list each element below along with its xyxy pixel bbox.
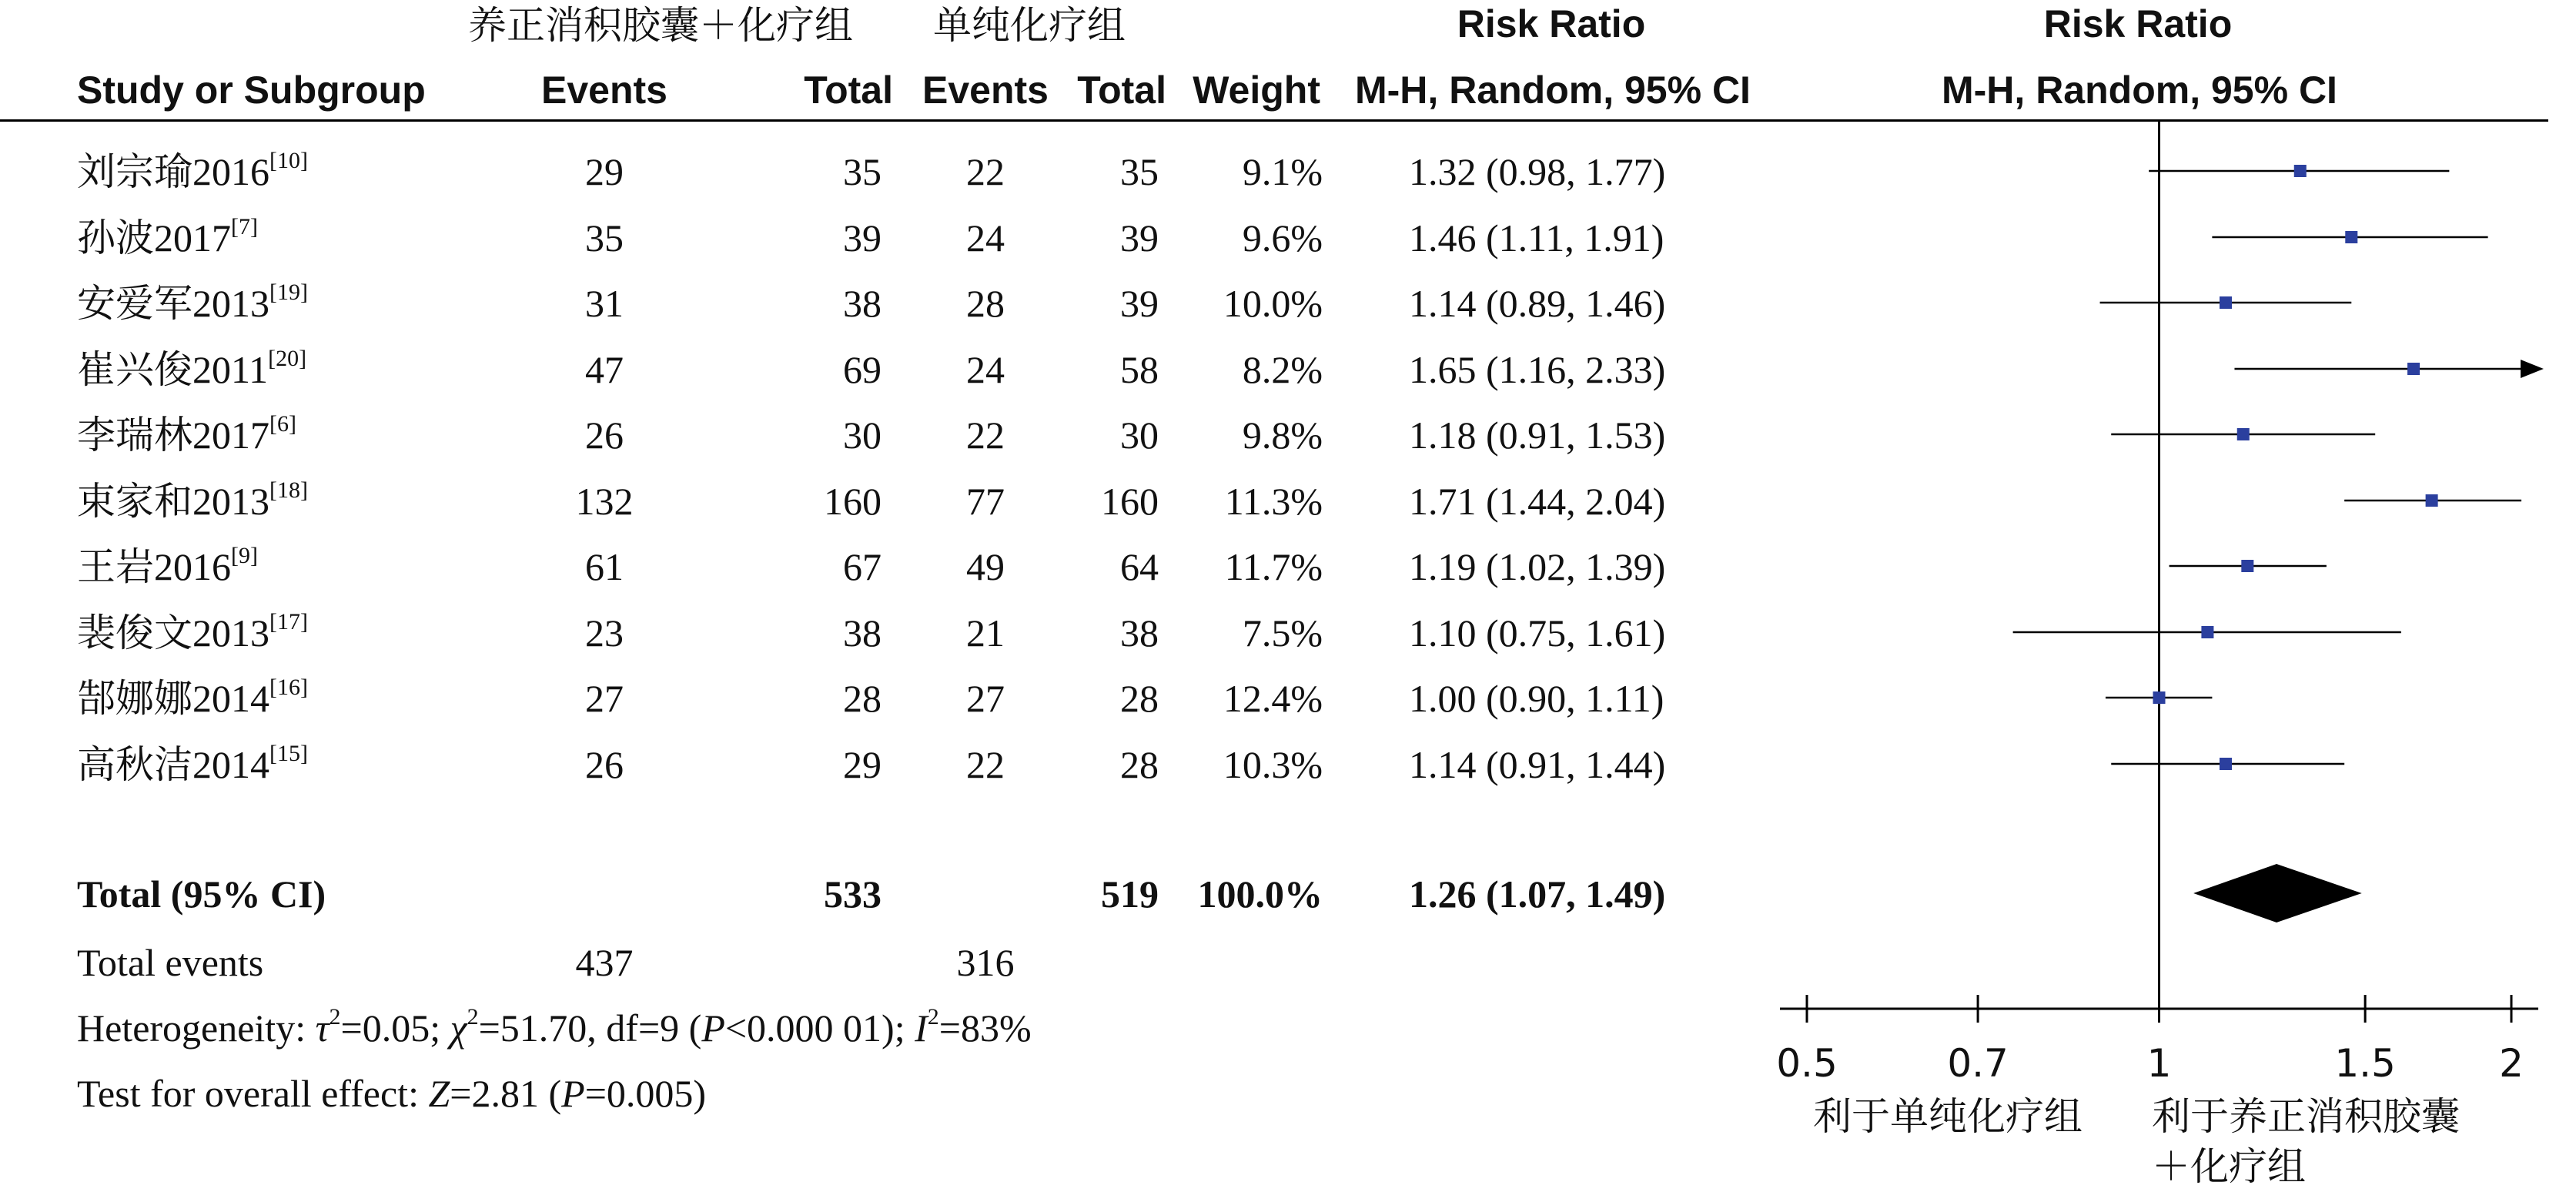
study-ref: [19]: [269, 280, 308, 305]
study-events1: 61: [585, 545, 624, 588]
study-ref: [9]: [231, 543, 258, 568]
study-total2: 64: [1120, 545, 1159, 588]
col-header-total2: Total: [1077, 69, 1166, 112]
study-name: 崔兴俊2011: [77, 348, 269, 391]
group1-header: 养正消积胶囊＋化疗组: [468, 3, 853, 48]
study-name: 王岩2016: [77, 545, 231, 588]
study-ref: [17]: [269, 609, 308, 635]
study-events2: 22: [966, 150, 1005, 193]
study-events2: 22: [966, 414, 1005, 457]
study-ci-text: 1.65 (1.16, 2.33): [1409, 348, 1666, 391]
study-total1: 160: [824, 480, 882, 523]
rr-method-table: M-H, Random, 95% CI: [1355, 69, 1751, 112]
study-point-estimate: [2294, 165, 2307, 177]
rr-method-plot: M-H, Random, 95% CI: [1942, 69, 2337, 112]
pooled-effect-diamond: [2193, 864, 2362, 922]
study-name: 李瑞林2017: [77, 414, 269, 457]
study-ci-text: 1.14 (0.89, 1.46): [1409, 282, 1666, 325]
study-weight: 8.2%: [1242, 348, 1323, 391]
study-ci-text: 1.18 (0.91, 1.53): [1409, 414, 1666, 457]
study-events1: 23: [585, 611, 624, 655]
study-total2: 39: [1120, 216, 1159, 259]
study-events1: 132: [575, 480, 634, 523]
study-total2: 28: [1120, 677, 1159, 720]
study-name: 刘宗瑜2016: [77, 150, 269, 193]
study-total1: 28: [843, 677, 882, 720]
col-header-events1: Events: [541, 69, 667, 112]
total-total1: 533: [824, 872, 882, 916]
study-events1: 26: [585, 414, 624, 457]
study-total1: 35: [843, 150, 882, 193]
study-total2: 160: [1101, 480, 1159, 523]
study-point-estimate: [2201, 626, 2213, 638]
study-point-estimate: [2426, 494, 2438, 507]
study-weight: 12.4%: [1223, 677, 1323, 720]
study-weight: 9.1%: [1242, 150, 1323, 193]
study-events2: 22: [966, 743, 1005, 786]
favours-right-label-line1: 利于养正消积胶囊: [2152, 1094, 2460, 1139]
study-ci-text: 1.71 (1.44, 2.04): [1409, 480, 1666, 523]
study-events2: 21: [966, 611, 1005, 655]
study-events1: 29: [585, 150, 624, 193]
study-ref: [16]: [269, 675, 308, 700]
study-point-estimate: [2237, 428, 2250, 440]
study-total1: 67: [843, 545, 882, 588]
col-header-weight: Weight: [1193, 69, 1320, 112]
study-weight: 11.3%: [1224, 480, 1323, 523]
study-point-estimate: [2241, 560, 2253, 572]
study-weight: 9.8%: [1242, 414, 1323, 457]
study-total1: 39: [843, 216, 882, 259]
col-header-events2: Events: [922, 69, 1049, 112]
study-point-estimate: [2220, 758, 2232, 770]
x-axis-tick-label: 0.5: [1776, 1041, 1838, 1086]
total-weight: 100.0%: [1197, 872, 1323, 916]
total-ci-text: 1.26 (1.07, 1.49): [1409, 872, 1666, 916]
overall-effect-text: Test for overall effect: Z=2.81 (P=0.005): [77, 1072, 707, 1115]
study-ref: [15]: [269, 741, 308, 766]
study-total1: 38: [843, 282, 882, 325]
study-point-estimate: [2153, 691, 2166, 704]
study-ref: [6]: [269, 411, 296, 437]
study-point-estimate: [2407, 363, 2420, 375]
rr-title-table: Risk Ratio: [1457, 2, 1646, 45]
study-ci-text: 1.19 (1.02, 1.39): [1409, 545, 1666, 588]
ci-truncation-arrow: [2521, 360, 2544, 378]
study-total2: 58: [1120, 348, 1159, 391]
col-header-total1: Total: [804, 69, 893, 112]
study-name: 郜娜娜2014: [77, 677, 269, 720]
favours-right-label-line2: ＋化疗组: [2152, 1144, 2306, 1189]
study-name: 安爱军2013: [77, 282, 269, 325]
study-events1: 26: [585, 743, 624, 786]
heterogeneity-text: Heterogeneity: $\tau^2=0.05$; $\chi^2=51.70$, df=9 (P<0.000 01); $I^2=83\%$: [77, 1004, 1032, 1050]
study-total2: 38: [1120, 611, 1159, 655]
favours-left-label: 利于单纯化疗组: [1813, 1094, 2083, 1139]
rr-title-plot: Risk Ratio: [2043, 2, 2233, 45]
study-events1: 31: [585, 282, 624, 325]
study-ref: [20]: [268, 346, 307, 371]
study-ci-text: 1.00 (0.90, 1.11): [1409, 677, 1664, 720]
study-total2: 35: [1120, 150, 1159, 193]
study-total2: 28: [1120, 743, 1159, 786]
study-weight: 11.7%: [1224, 545, 1323, 588]
x-axis-tick-label: 1.5: [2334, 1041, 2396, 1086]
study-ci-text: 1.32 (0.98, 1.77): [1409, 150, 1666, 193]
total-events2: 316: [956, 941, 1015, 984]
study-ci-text: 1.46 (1.11, 1.91): [1409, 216, 1664, 259]
col-header-study: Study or Subgroup: [77, 69, 426, 112]
study-ref: [18]: [269, 477, 308, 503]
study-weight: 10.3%: [1223, 743, 1323, 786]
study-total1: 29: [843, 743, 882, 786]
study-weight: 10.0%: [1223, 282, 1323, 325]
study-events1: 47: [585, 348, 624, 391]
study-ci-text: 1.10 (0.75, 1.61): [1409, 611, 1666, 655]
study-weight: 7.5%: [1242, 611, 1323, 655]
total-label: Total (95% CI): [77, 872, 326, 916]
study-total2: 39: [1120, 282, 1159, 325]
study-total1: 30: [843, 414, 882, 457]
study-events2: 77: [966, 480, 1005, 523]
study-events2: 27: [966, 677, 1005, 720]
study-events2: 24: [966, 216, 1005, 259]
total-events-label: Total events: [77, 941, 264, 984]
study-total1: 38: [843, 611, 882, 655]
x-axis-tick-label: 1: [2146, 1041, 2172, 1086]
study-name: 高秋洁2014: [77, 743, 269, 786]
group2-header: 单纯化疗组: [933, 3, 1126, 48]
total-events1: 437: [575, 941, 634, 984]
study-events2: 49: [966, 545, 1005, 588]
study-point-estimate: [2220, 296, 2232, 309]
x-axis-tick-label: 2: [2499, 1041, 2524, 1086]
study-events1: 27: [585, 677, 624, 720]
study-total2: 30: [1120, 414, 1159, 457]
study-events2: 28: [966, 282, 1005, 325]
study-events2: 24: [966, 348, 1005, 391]
total-total2: 519: [1101, 872, 1159, 916]
study-ci-text: 1.14 (0.91, 1.44): [1409, 743, 1666, 786]
study-events1: 35: [585, 216, 624, 259]
study-weight: 9.6%: [1242, 216, 1323, 259]
study-name: 束家和2013: [77, 480, 269, 523]
study-ref: [7]: [231, 214, 258, 239]
study-name: 裴俊文2013: [77, 611, 269, 655]
study-total1: 69: [843, 348, 882, 391]
study-point-estimate: [2345, 231, 2357, 243]
study-name: 孙波2017: [77, 216, 231, 259]
study-ref: [10]: [269, 148, 308, 173]
x-axis-tick-label: 0.7: [1947, 1041, 2009, 1086]
